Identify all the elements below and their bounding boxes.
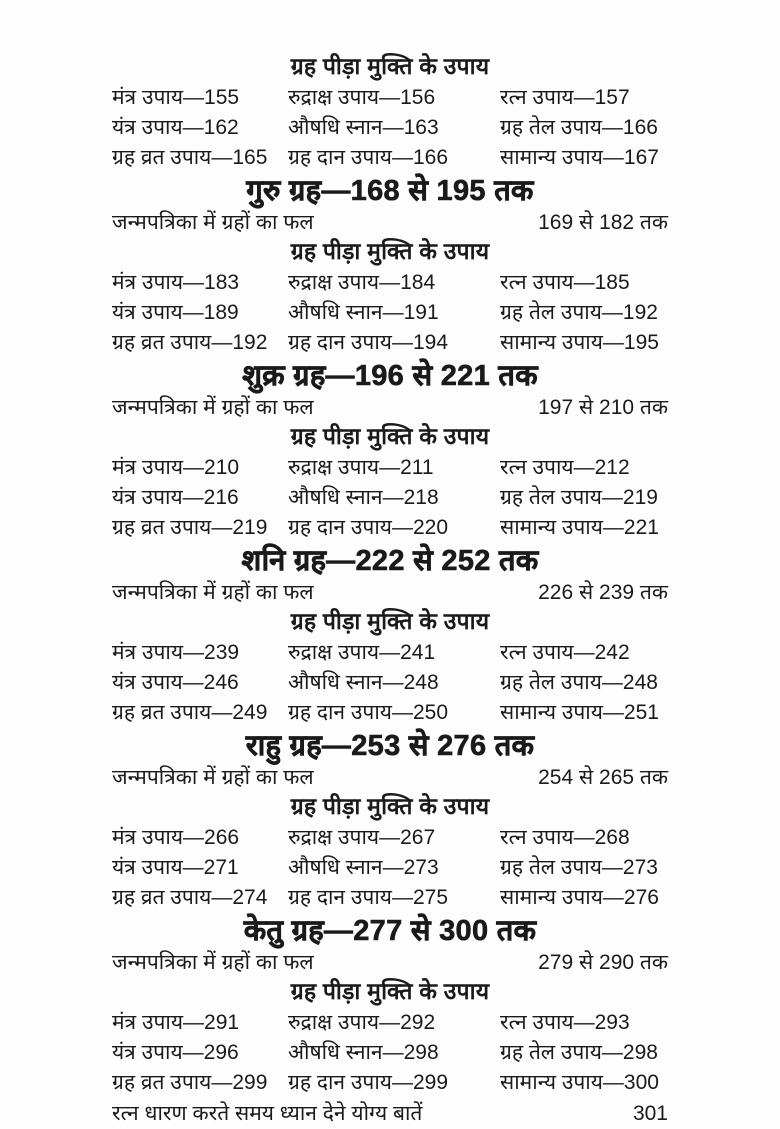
footer-page-number: 301 bbox=[632, 1102, 668, 1125]
toc-row bbox=[112, 113, 668, 143]
toc-row bbox=[112, 638, 668, 668]
toc-entry: ग्रह दान उपाय—250 bbox=[288, 701, 449, 724]
toc-entry: ग्रह दान उपाय—275 bbox=[288, 886, 449, 909]
section-heading: राहु ग्रह—253 से 276 तक bbox=[245, 730, 535, 762]
page-range: 279 से 290 तक bbox=[538, 951, 668, 974]
toc-entry: ग्रह व्रत उपाय—299 bbox=[112, 1071, 268, 1094]
toc-entry: ग्रह दान उपाय—194 bbox=[288, 331, 449, 354]
toc-entry: ग्रह व्रत उपाय—165 bbox=[112, 146, 268, 169]
toc-entry: यंत्र उपाय—271 bbox=[112, 856, 239, 879]
toc-entry: औषधि स्नान—298 bbox=[288, 1041, 439, 1064]
toc-entry: ग्रह तेल उपाय—298 bbox=[500, 1041, 658, 1064]
birth-chart-row bbox=[112, 949, 668, 977]
birth-chart-row bbox=[112, 394, 668, 422]
remedies-subheading: ग्रह पीड़ा मुक्ति के उपाय bbox=[290, 793, 490, 819]
toc-entry: रत्न उपाय—212 bbox=[500, 456, 630, 479]
toc-entry: ग्रह व्रत उपाय—249 bbox=[112, 701, 268, 724]
toc-entry: सामान्य उपाय—251 bbox=[500, 701, 659, 724]
toc-entry: ग्रह दान उपाय—166 bbox=[288, 146, 449, 169]
page-range: 169 से 182 तक bbox=[538, 211, 668, 234]
toc-section-shani bbox=[112, 544, 668, 728]
toc-entry: सामान्य उपाय—167 bbox=[500, 146, 659, 169]
toc-row bbox=[112, 698, 668, 728]
toc-entry: मंत्र उपाय—239 bbox=[112, 641, 240, 664]
toc-entry: औषधि स्नान—248 bbox=[288, 671, 439, 694]
toc-section-guru bbox=[112, 174, 668, 358]
toc-entry: ग्रह व्रत उपाय—192 bbox=[112, 331, 268, 354]
birth-chart-label: जन्मपत्रिका में ग्रहों का फल bbox=[112, 396, 314, 419]
toc-row bbox=[112, 1008, 668, 1038]
footer-entry-label: रत्न धारण करते समय ध्यान देने योग्य बातें bbox=[112, 1102, 423, 1125]
toc-entry: ग्रह तेल उपाय—273 bbox=[500, 856, 658, 879]
birth-chart-label: जन्मपत्रिका में ग्रहों का फल bbox=[112, 581, 314, 604]
remedies-subheading: ग्रह पीड़ा मुक्ति के उपाय bbox=[290, 53, 490, 79]
toc-section-ketu bbox=[112, 914, 668, 1098]
toc-row bbox=[112, 513, 668, 543]
toc-entry: सामान्य उपाय—195 bbox=[500, 331, 659, 354]
birth-chart-row bbox=[112, 764, 668, 792]
toc-row bbox=[112, 268, 668, 298]
toc-entry: औषधि स्नान—191 bbox=[288, 301, 439, 324]
toc-entry: ग्रह व्रत उपाय—274 bbox=[112, 886, 268, 909]
toc-entry: ग्रह तेल उपाय—166 bbox=[500, 116, 658, 139]
toc-entry: रत्न उपाय—185 bbox=[500, 271, 630, 294]
section-heading: गुरु ग्रह—168 से 195 तक bbox=[246, 175, 534, 207]
toc-entry: सामान्य उपाय—300 bbox=[500, 1071, 659, 1094]
toc-entry: रुद्राक्ष उपाय—211 bbox=[288, 456, 434, 479]
toc-entry: औषधि स्नान—218 bbox=[288, 486, 439, 509]
toc-section-shukra bbox=[112, 359, 668, 543]
birth-chart-row bbox=[112, 209, 668, 237]
page-range: 197 से 210 तक bbox=[538, 396, 668, 419]
toc-entry: ग्रह व्रत उपाय—219 bbox=[112, 516, 268, 539]
toc-row bbox=[112, 883, 668, 913]
toc-row bbox=[112, 483, 668, 513]
toc-row bbox=[112, 1068, 668, 1098]
remedies-subheading: ग्रह पीड़ा मुक्ति के उपाय bbox=[290, 238, 490, 264]
toc-row bbox=[112, 143, 668, 173]
toc-entry: यंत्र उपाय—246 bbox=[112, 671, 239, 694]
toc-entry: रत्न उपाय—242 bbox=[500, 641, 630, 664]
remedies-subheading: ग्रह पीड़ा मुक्ति के उपाय bbox=[290, 608, 490, 634]
toc-entry: रुद्राक्ष उपाय—184 bbox=[288, 271, 436, 294]
toc-entry: मंत्र उपाय—155 bbox=[112, 86, 240, 109]
toc-entry: मंत्र उपाय—266 bbox=[112, 826, 240, 849]
toc-row bbox=[112, 328, 668, 358]
toc-entry: रुद्राक्ष उपाय—292 bbox=[288, 1011, 436, 1034]
toc-row bbox=[112, 853, 668, 883]
birth-chart-label: जन्मपत्रिका में ग्रहों का फल bbox=[112, 951, 314, 974]
toc-entry: यंत्र उपाय—189 bbox=[112, 301, 239, 324]
toc-entry: सामान्य उपाय—276 bbox=[500, 886, 659, 909]
toc-entry: रत्न उपाय—268 bbox=[500, 826, 630, 849]
toc-entry: यंत्र उपाय—216 bbox=[112, 486, 239, 509]
section-heading: शुक्र ग्रह—196 से 221 तक bbox=[242, 360, 538, 392]
birth-chart-label: जन्मपत्रिका में ग्रहों का फल bbox=[112, 766, 314, 789]
toc-entry: ग्रह तेल उपाय—192 bbox=[500, 301, 658, 324]
section-heading: शनि ग्रह—222 से 252 तक bbox=[241, 545, 539, 577]
toc-entry: औषधि स्नान—163 bbox=[288, 116, 439, 139]
toc-row bbox=[112, 453, 668, 483]
toc-entry: रुद्राक्ष उपाय—267 bbox=[288, 826, 436, 849]
toc-row bbox=[112, 1038, 668, 1068]
toc-row bbox=[112, 298, 668, 328]
toc-entry: ग्रह तेल उपाय—219 bbox=[500, 486, 658, 509]
toc-row bbox=[112, 668, 668, 698]
toc-entry: रुद्राक्ष उपाय—156 bbox=[288, 86, 436, 109]
toc-entry: यंत्र उपाय—296 bbox=[112, 1041, 239, 1064]
toc-entry: मंत्र उपाय—183 bbox=[112, 271, 240, 294]
page-range: 254 से 265 तक bbox=[538, 766, 668, 789]
footer-entry-row bbox=[112, 1099, 668, 1129]
toc-entry: ग्रह दान उपाय—220 bbox=[288, 516, 449, 539]
remedies-subheading: ग्रह पीड़ा मुक्ति के उपाय bbox=[290, 978, 490, 1004]
toc-entry: ग्रह तेल उपाय—248 bbox=[500, 671, 658, 694]
page-range: 226 से 239 तक bbox=[538, 581, 668, 604]
toc-entry: रुद्राक्ष उपाय—241 bbox=[288, 641, 436, 664]
toc-entry: यंत्र उपाय—162 bbox=[112, 116, 239, 139]
toc-section-rahu bbox=[112, 729, 668, 913]
toc-row bbox=[112, 83, 668, 113]
toc-entry: रत्न उपाय—293 bbox=[500, 1011, 630, 1034]
toc-row bbox=[112, 823, 668, 853]
toc-entry: मंत्र उपाय—291 bbox=[112, 1011, 240, 1034]
toc-entry: सामान्य उपाय—221 bbox=[500, 516, 659, 539]
toc-entry: औषधि स्नान—273 bbox=[288, 856, 439, 879]
toc-entry: मंत्र उपाय—210 bbox=[112, 456, 240, 479]
toc-entry: रत्न उपाय—157 bbox=[500, 86, 630, 109]
toc-entry: ग्रह दान उपाय—299 bbox=[288, 1071, 449, 1094]
section-heading: केतु ग्रह—277 से 300 तक bbox=[243, 915, 537, 947]
remedies-subheading: ग्रह पीड़ा मुक्ति के उपाय bbox=[290, 423, 490, 449]
birth-chart-row bbox=[112, 579, 668, 607]
birth-chart-label: जन्मपत्रिका में ग्रहों का फल bbox=[112, 211, 314, 234]
page-content bbox=[112, 0, 668, 1129]
